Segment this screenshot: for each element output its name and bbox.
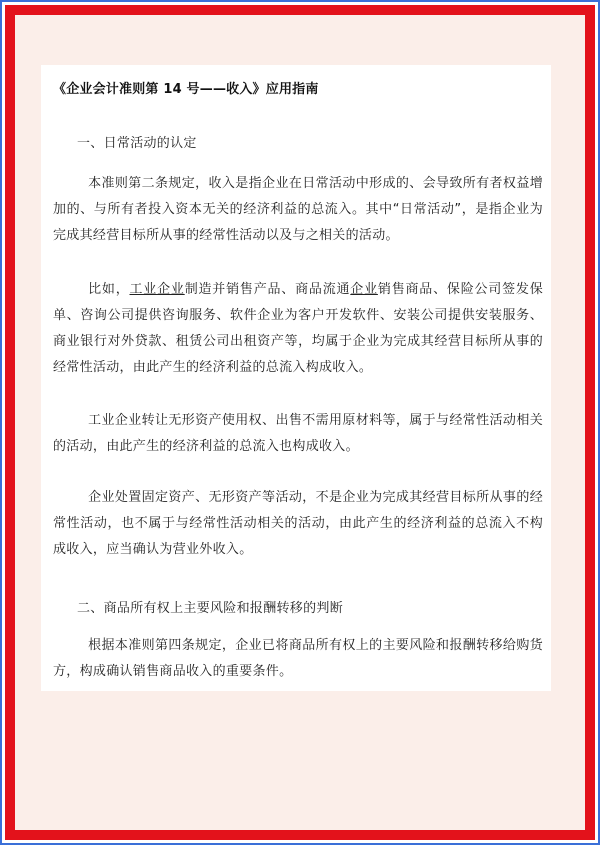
paragraph-5: 根据本准则第四条规定，企业已将商品所有权上的主要风险和报酬转移给购货方，构成确认销售商品收入的重要条件。 [53,638,543,679]
paragraph-4: 企业处置固定资产、无形资产等活动，不是企业为完成其经营目标所从事的经常性活动，也不属于与经常性活动相关的活动，由此产生的经济利益的总流入不构成收入，应当确认为营业外收入。 [53,490,543,557]
paragraph-1: 本准则第二条规定，收入是指企业在日常活动中形成的、会导致所有者权益增加的、与所有者投入资本无关的经济利益的总流入。其中“日常活动”，是指企业为完成其经营目标所从事的经常性活动以及与之相关的活动。 [53,176,543,243]
section-heading-1: 一、日常活动的认定 [77,136,197,151]
term-industrial-enterprise: 工业企业 [129,282,185,297]
paragraph-3: 工业企业转让无形资产使用权、出售不需用原材料等，属于与经常性活动相关的活动，由此产生的经济利益的总流入也构成收入。 [53,413,543,454]
paragraph-2-rest: 销售商品、保险公司签发保单、咨询公司提供咨询服务、软件企业为客户开发软件、安装公司提供安装服务、商业银行对外贷款、租赁公司出租资产等，均属于企业为完成其经营目标所从事的经常性活动，由此产生的经济利益的总流入构成收入。 [53,282,543,375]
paragraph-2-intro: 比如， [88,282,130,297]
term-enterprise: 企业 [350,282,378,297]
document-title: 《企业会计准则第 14 号——收入》应用指南 [53,82,319,97]
paragraph-2 [53,277,543,381]
section-heading-2: 二、商品所有权上主要风险和报酬转移的判断 [77,601,344,616]
document-page [41,65,551,691]
paragraph-2-mid: 制造并销售产品、商品流通 [184,282,351,297]
